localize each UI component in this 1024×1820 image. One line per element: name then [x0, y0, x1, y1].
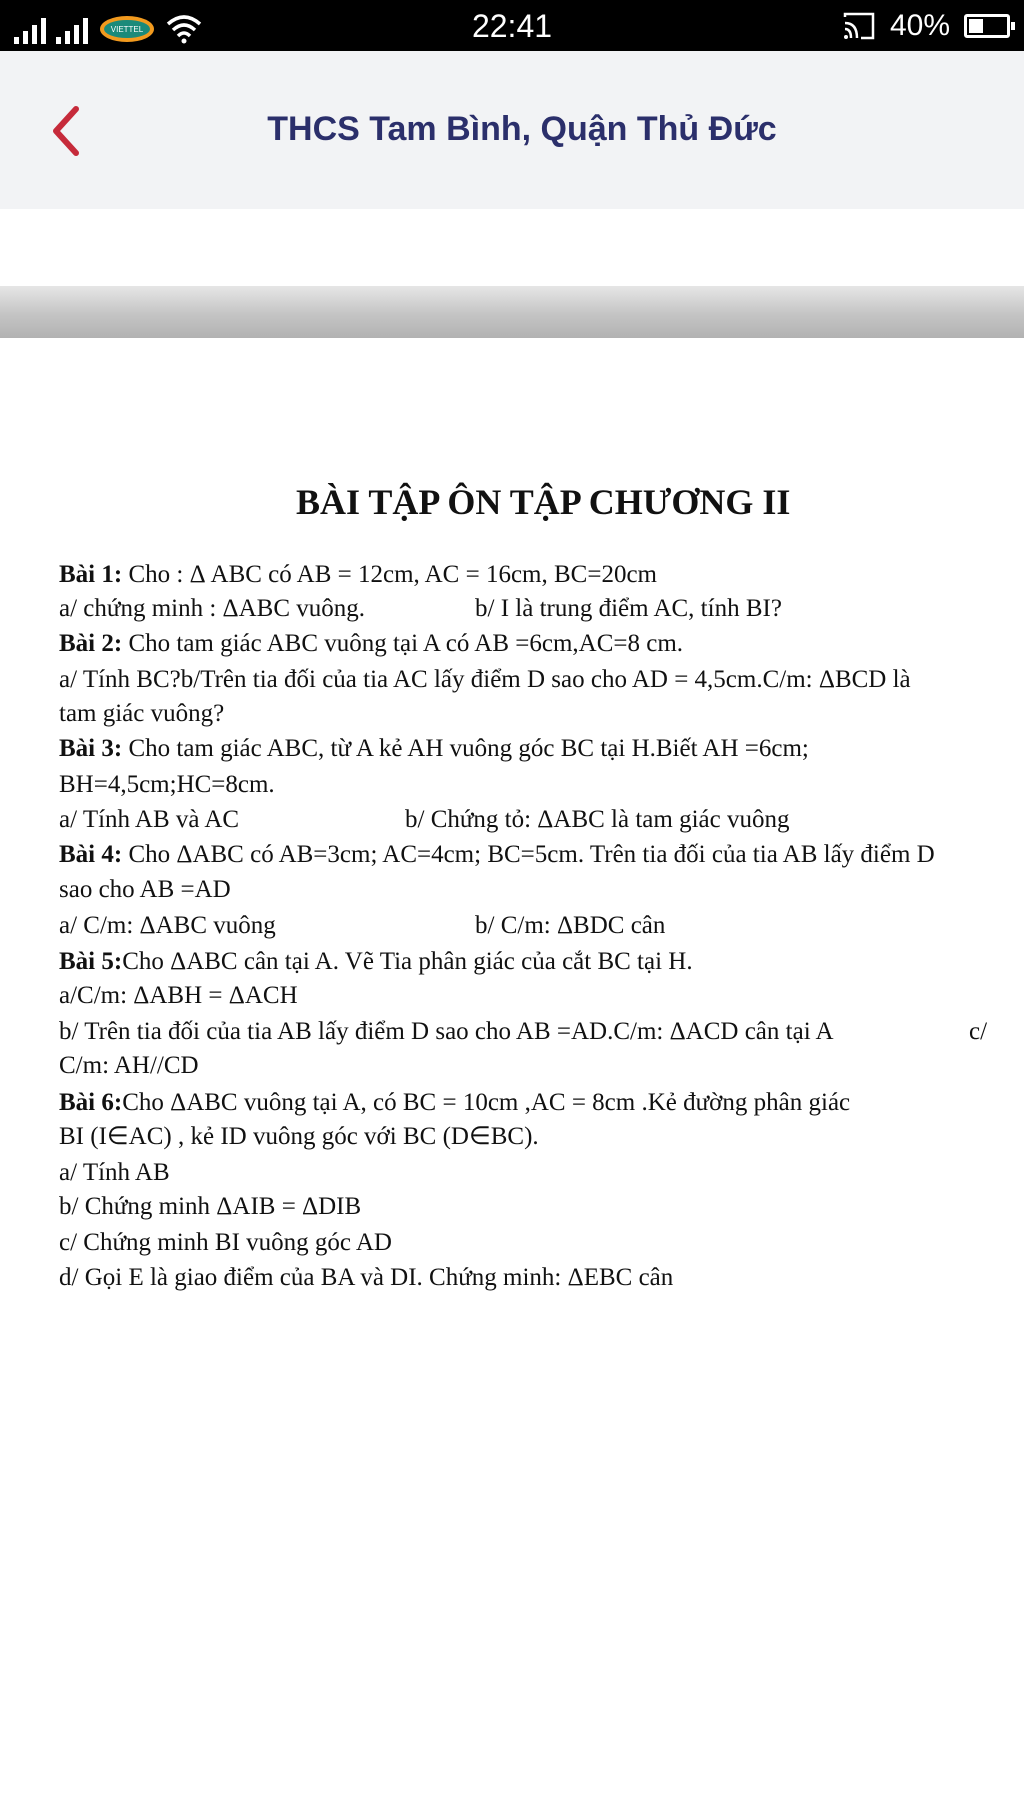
- page-title: THCS Tam Bình, Quận Thủ Đức: [267, 110, 777, 148]
- document-line: [59, 838, 935, 872]
- document-line: [59, 732, 809, 766]
- document-line: [59, 803, 239, 837]
- exercise-label: Bài 2:: [59, 630, 123, 657]
- line-text: Cho ΔABC vuông tại A, có BC = 10cm ,AC = 8cm .Kẻ đường phân giác: [122, 1089, 851, 1116]
- line-text: b/ Trên tia đối của tia AB lấy điểm D sao cho AB =AD.C/m: ΔACD cân tại A: [59, 1018, 834, 1045]
- line-text: a/ chứng minh : ΔABC vuông.: [59, 595, 366, 622]
- line-text: a/C/m: ΔABH = ΔACH: [59, 982, 298, 1009]
- document-line: [59, 1049, 199, 1083]
- status-bar: [0, 0, 1024, 51]
- carrier-logo-text: VIETTEL: [110, 25, 144, 34]
- document-line: [59, 1086, 850, 1120]
- document-line: [59, 1190, 361, 1224]
- exercise-label: Bài 3:: [59, 735, 123, 762]
- line-text: sao cho AB =AD: [59, 876, 231, 903]
- line-text: C/m: AH//CD: [59, 1052, 199, 1079]
- line-text: b/ Chứng minh ΔAIB = ΔDIB: [59, 1193, 362, 1220]
- line-text: a/ Tính AB và AC: [59, 806, 240, 833]
- document-title: BÀI TẬP ÔN TẬP CHƯƠNG II: [296, 482, 791, 522]
- line-text: BI (I∈AC) , kẻ ID vuông góc với BC (D∈BC).: [59, 1123, 539, 1150]
- document-line: [59, 873, 231, 907]
- line-text: Cho ΔABC có AB=3cm; AC=4cm; BC=5cm. Trên tia đối của tia AB lấy điểm D: [122, 841, 935, 868]
- document-line: [59, 1120, 539, 1154]
- line-second-column: b/ Chứng tỏ: ΔABC là tam giác vuông: [405, 806, 790, 833]
- app-header: [0, 51, 1024, 209]
- line-text: a/ C/m: ΔABC vuông: [59, 912, 276, 939]
- cast-icon: [842, 11, 876, 41]
- document-line: [59, 558, 657, 592]
- status-time: 22:41: [471, 8, 553, 44]
- document-line: [59, 945, 693, 979]
- document-line: [59, 627, 683, 661]
- line-text: tam giác vuông?: [59, 700, 225, 727]
- line-second-column: b/ I là trung điểm AC, tính BI?: [475, 595, 782, 622]
- document-line: [59, 663, 911, 697]
- line-second-column: b/ C/m: ΔBDC cân: [475, 912, 666, 939]
- battery-icon: [964, 14, 1010, 38]
- document-line: [59, 1261, 673, 1295]
- document-line: [59, 697, 224, 731]
- line-text: c/ Chứng minh BI vuông góc AD: [59, 1229, 392, 1256]
- line-text: Cho ΔABC cân tại A. Vẽ Tia phân giác của cắt BC tại H.: [122, 948, 693, 975]
- exercise-label: Bài 5:: [59, 948, 123, 975]
- line-text: d/ Gọi E là giao điểm của BA và DI. Chứng minh: ΔEBC cân: [59, 1264, 674, 1291]
- document-line: [59, 1156, 170, 1190]
- document-line: [59, 979, 298, 1013]
- document-line: [59, 1015, 834, 1049]
- line-second-column: c/: [969, 1018, 988, 1045]
- line-text: Cho tam giác ABC vuông tại A có AB =6cm,AC=8 cm.: [122, 630, 684, 657]
- document-line: [59, 592, 365, 626]
- status-right-icons: [842, 8, 1010, 44]
- line-text: BH=4,5cm;HC=8cm.: [59, 771, 275, 798]
- content-divider: [0, 286, 1024, 338]
- exercise-label: Bài 1:: [59, 561, 123, 588]
- line-text: a/ Tính BC?b/Trên tia đối của tia AC lấy điểm D sao cho AD = 4,5cm.C/m: ΔBCD là: [59, 666, 911, 693]
- exercise-label: Bài 6:: [59, 1089, 123, 1116]
- line-text: a/ Tính AB: [59, 1159, 170, 1186]
- line-text: Cho tam giác ABC, từ A kẻ AH vuông góc BC tại H.Biết AH =6cm;: [122, 735, 809, 762]
- document-line: [59, 1226, 392, 1260]
- battery-percent: 40%: [889, 9, 950, 42]
- line-text: Cho : Δ ABC có AB = 12cm, AC = 16cm, BC=20cm: [122, 561, 657, 588]
- document-line: [59, 909, 276, 943]
- exercise-label: Bài 4:: [59, 841, 123, 868]
- document-line: [59, 768, 275, 802]
- battery-level-fill: [969, 19, 983, 33]
